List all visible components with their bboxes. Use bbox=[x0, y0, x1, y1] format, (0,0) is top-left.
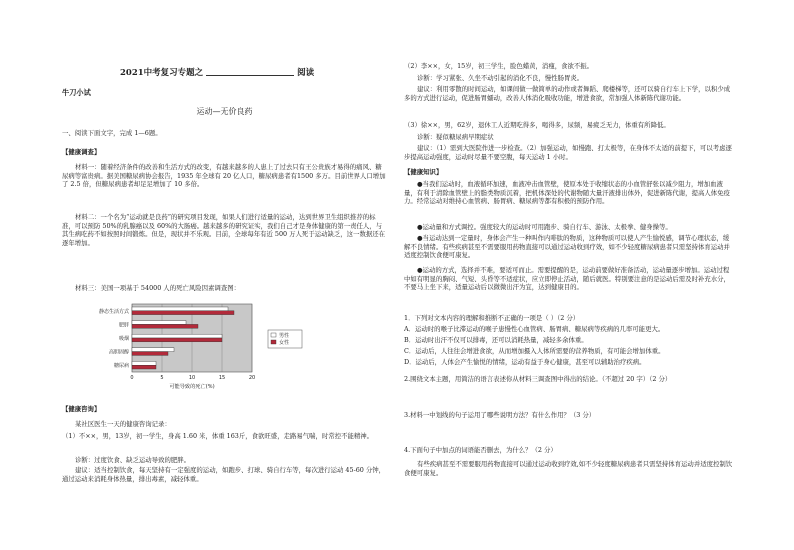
question-1-option-d: D．运动后，人体会产生愉悦的情绪，运动有益于身心健康，甚至可以辅助治疗疾病。 bbox=[404, 358, 646, 366]
case-1-advice: 建议：适当控制饮食，每天坚持有一定强度的运动，如跑步、打球、骑自行车等，每次进行运动 45-60 分钟，通过运动来消耗身体热量，排出毒素，减轻体重。 bbox=[62, 466, 386, 483]
consult-intro: 某社区医生一天的健康咨询记录： bbox=[75, 420, 171, 428]
death-risk-bar-chart bbox=[82, 300, 332, 398]
legend-label: 男性 bbox=[279, 333, 290, 339]
bar-female bbox=[132, 311, 234, 315]
bar-male bbox=[132, 321, 186, 325]
x-tick-label: 5 bbox=[160, 375, 164, 381]
category-label: 吸烟 bbox=[118, 336, 129, 342]
x-tick-label: 10 bbox=[188, 375, 196, 381]
knowledge-2: ●运动量和方式调控。强度较大的运动时可用跑步、骑自行车、游泳、太极拳、健身操等。 bbox=[417, 223, 672, 231]
consult-heading: 【健康咨询】 bbox=[62, 405, 101, 413]
x-axis-label: 可能导致的死亡(%) bbox=[169, 384, 215, 390]
instruction: 一、阅读下面文字，完成 1—6题。 bbox=[62, 129, 162, 137]
case-3-diagnosis: 诊断：疑似糖尿病早期症状 bbox=[417, 133, 494, 141]
question-4-text: 有些疾病甚至不需要服用药物直接可以通过运动收到疗效,如不少轻度糖尿病患者只需坚持体育运动并适度控制饮食便可康复。 bbox=[404, 460, 733, 477]
section-heading: 牛刀小试 bbox=[62, 88, 91, 97]
document-title: 2021中考复习专题之 阅读 bbox=[120, 68, 315, 78]
question-3: 3.材料一中划线的句子运用了哪些说明方法？有什么作用？（3 分） bbox=[404, 411, 596, 419]
category-label: 糖尿病 bbox=[113, 363, 129, 370]
title-blank bbox=[206, 75, 294, 76]
question-1-option-a: A．运动时的喉子比滞运动的喉子患慢性心血管病、肠胃病、糖尿病等疾病的几率可能更大。 bbox=[404, 325, 665, 333]
bar-male bbox=[132, 307, 228, 311]
bar-male bbox=[132, 348, 174, 352]
question-1-option-b: B．运动时出汗不仅可以排毒，还可以消耗热量，减轻多余体重。 bbox=[404, 336, 588, 344]
material-3: 材料三：美国一项基于 54000 人的死亡风险因素调查图： bbox=[75, 284, 240, 292]
health-report-heading: 【健康调查】 bbox=[62, 148, 101, 156]
case-1-diagnosis: 诊断：过度饮食、缺乏运动导致的肥胖。 bbox=[75, 456, 191, 464]
bar-female bbox=[132, 338, 222, 342]
x-tick-label: 0 bbox=[130, 375, 134, 381]
case-2: （2）李××，女，15岁，初三学生，脸色蜡黄，消瘦，食欲不振。 bbox=[404, 62, 594, 70]
article-title: 运动—无价良药 bbox=[196, 107, 253, 116]
case-3-advice: 建议：（1）需到大医院作进一步检查。（2）加强运动，如慢跑、打太极等，在身体不太适的前提下，可以考虑逐步提高运动强度，运动时尽量不要空腹，每天运动 1 小时。 bbox=[404, 144, 732, 161]
knowledge-4: ●运动的方式，选择并不难，要适可而止。需要提醒的是，运动前要做好准备活动，运动量逐步增加。运动过程中如有明显的胸闷、气短、头昏等不适症状，应立即停止活动，随后就医。特别要注意的是运动后需及时补充水分，不要马上坐下来，适量运动后以微微出汗为宜，达到健康目的。 bbox=[404, 266, 730, 292]
case-1: （1）不××，男，13岁，初一学生，身高 1.60 米，体重 163斤，食欲旺盛，走路易气喘，时常控不能精神。 bbox=[62, 432, 374, 440]
case-3: （3）徐××，男，62岁，退休工人近期吃得多，喝得多，尿频，易疲乏无力，体重有所降低。 bbox=[404, 121, 670, 129]
question-1: 1．下列对文本内容的理解和推断不正确的一项是（ ）（2 分） bbox=[404, 314, 580, 322]
question-4: 4.下面句子中加点的词语能否删去，为什么？（2 分） bbox=[404, 446, 557, 454]
bar-female bbox=[132, 352, 168, 356]
legend-swatch bbox=[271, 340, 276, 344]
material-2: 材料二：一个名为“运动就是良药”的研究项目发现，如果人们进行适量的运动，达到世界卫生组织推荐的标准，可以预防 50%的乳腺癌以及 60%的大肠癌。越来越多的研究证实，我们自己才是身体健康的第一责任人，与其生病吃药不如按照时间锻炼。但是，现状并不乐观。目前，全球每年有近 500 万人死于运动缺乏，这一数据还在逐年增加。 bbox=[62, 213, 386, 247]
material-1: 材料一：随着经济条件的改善和生活方式的改变，有越来越多的人患上了过去只有王公贵族才易得的痛风、糖尿病等富贵病。据美国糖尿病协会报告，1935 年全球有 20 亿人口，糖尿病患者有1500 多万。目前世界人口增加了 2.5 倍，但糖尿病患者却足足增加了 10 多倍。 bbox=[62, 163, 386, 189]
x-tick-label: 15 bbox=[218, 375, 226, 381]
legend-swatch bbox=[271, 333, 276, 337]
bar-male bbox=[132, 334, 222, 338]
question-1-option-c: C．运动后，人往往会增进食欲，从而增加摄入人体所需要的营养物质，有可能会增加体重。 bbox=[404, 347, 665, 355]
case-2-diagnosis: 诊断：学习紧张、久坐不动引起的消化不良，慢性肠胃炎。 bbox=[417, 74, 584, 82]
bar-female bbox=[132, 365, 156, 369]
question-2: 2.围绕文本主题，用简洁的语言表述你从材料三调查图中得出的结论。（不超过 20 字）（2 分） bbox=[404, 375, 672, 383]
x-tick-label: 20 bbox=[248, 375, 256, 381]
legend-label: 女性 bbox=[279, 340, 290, 346]
bar-male bbox=[132, 361, 156, 365]
category-label: 肥胖 bbox=[118, 322, 129, 329]
knowledge-1: ●当我们运动时，血液循环加速，血液冲击血管壁，使原本处于收缩状态的小血管舒张以减少阻力，增加血液量，有利于清除血管壁上的脂类物质沉着，把机体深处的代谢物随大量汗液排出体外，促进新陈代谢，提高人体免疫力。经常运动对维持心血管病、肠胃病、糖尿病等都有积极的预防作用。 bbox=[404, 180, 730, 206]
category-label: 高胆固醇 bbox=[108, 349, 129, 356]
category-label: 静态生活方式 bbox=[98, 308, 129, 315]
bar-female bbox=[132, 324, 198, 328]
knowledge-heading: 【健康知识】 bbox=[404, 168, 443, 176]
knowledge-3: ●当运动达到一定量时，身体会产生一种叫作内啡肽的物质，这种物质可以使人产生愉悦感，调节心理状态，缓解不良情绪。有些疾病甚至不需要服用药物直接可以通过运动收到疗效，如不少轻度糖尿病患者只需坚持体育运动并适度控制饮食便可康复。 bbox=[404, 234, 730, 260]
case-2-advice: 建议：利用零散的时间运动，如课间做一做简单的动作或者舞蹈、爬楼梯等，还可以骑自行车上下学，以积少成多的方式进行运动，促进肠胃蠕动，改善人体消化吸收功能，增进食欲，常加强人体新陈代谢功能。 bbox=[404, 85, 731, 102]
